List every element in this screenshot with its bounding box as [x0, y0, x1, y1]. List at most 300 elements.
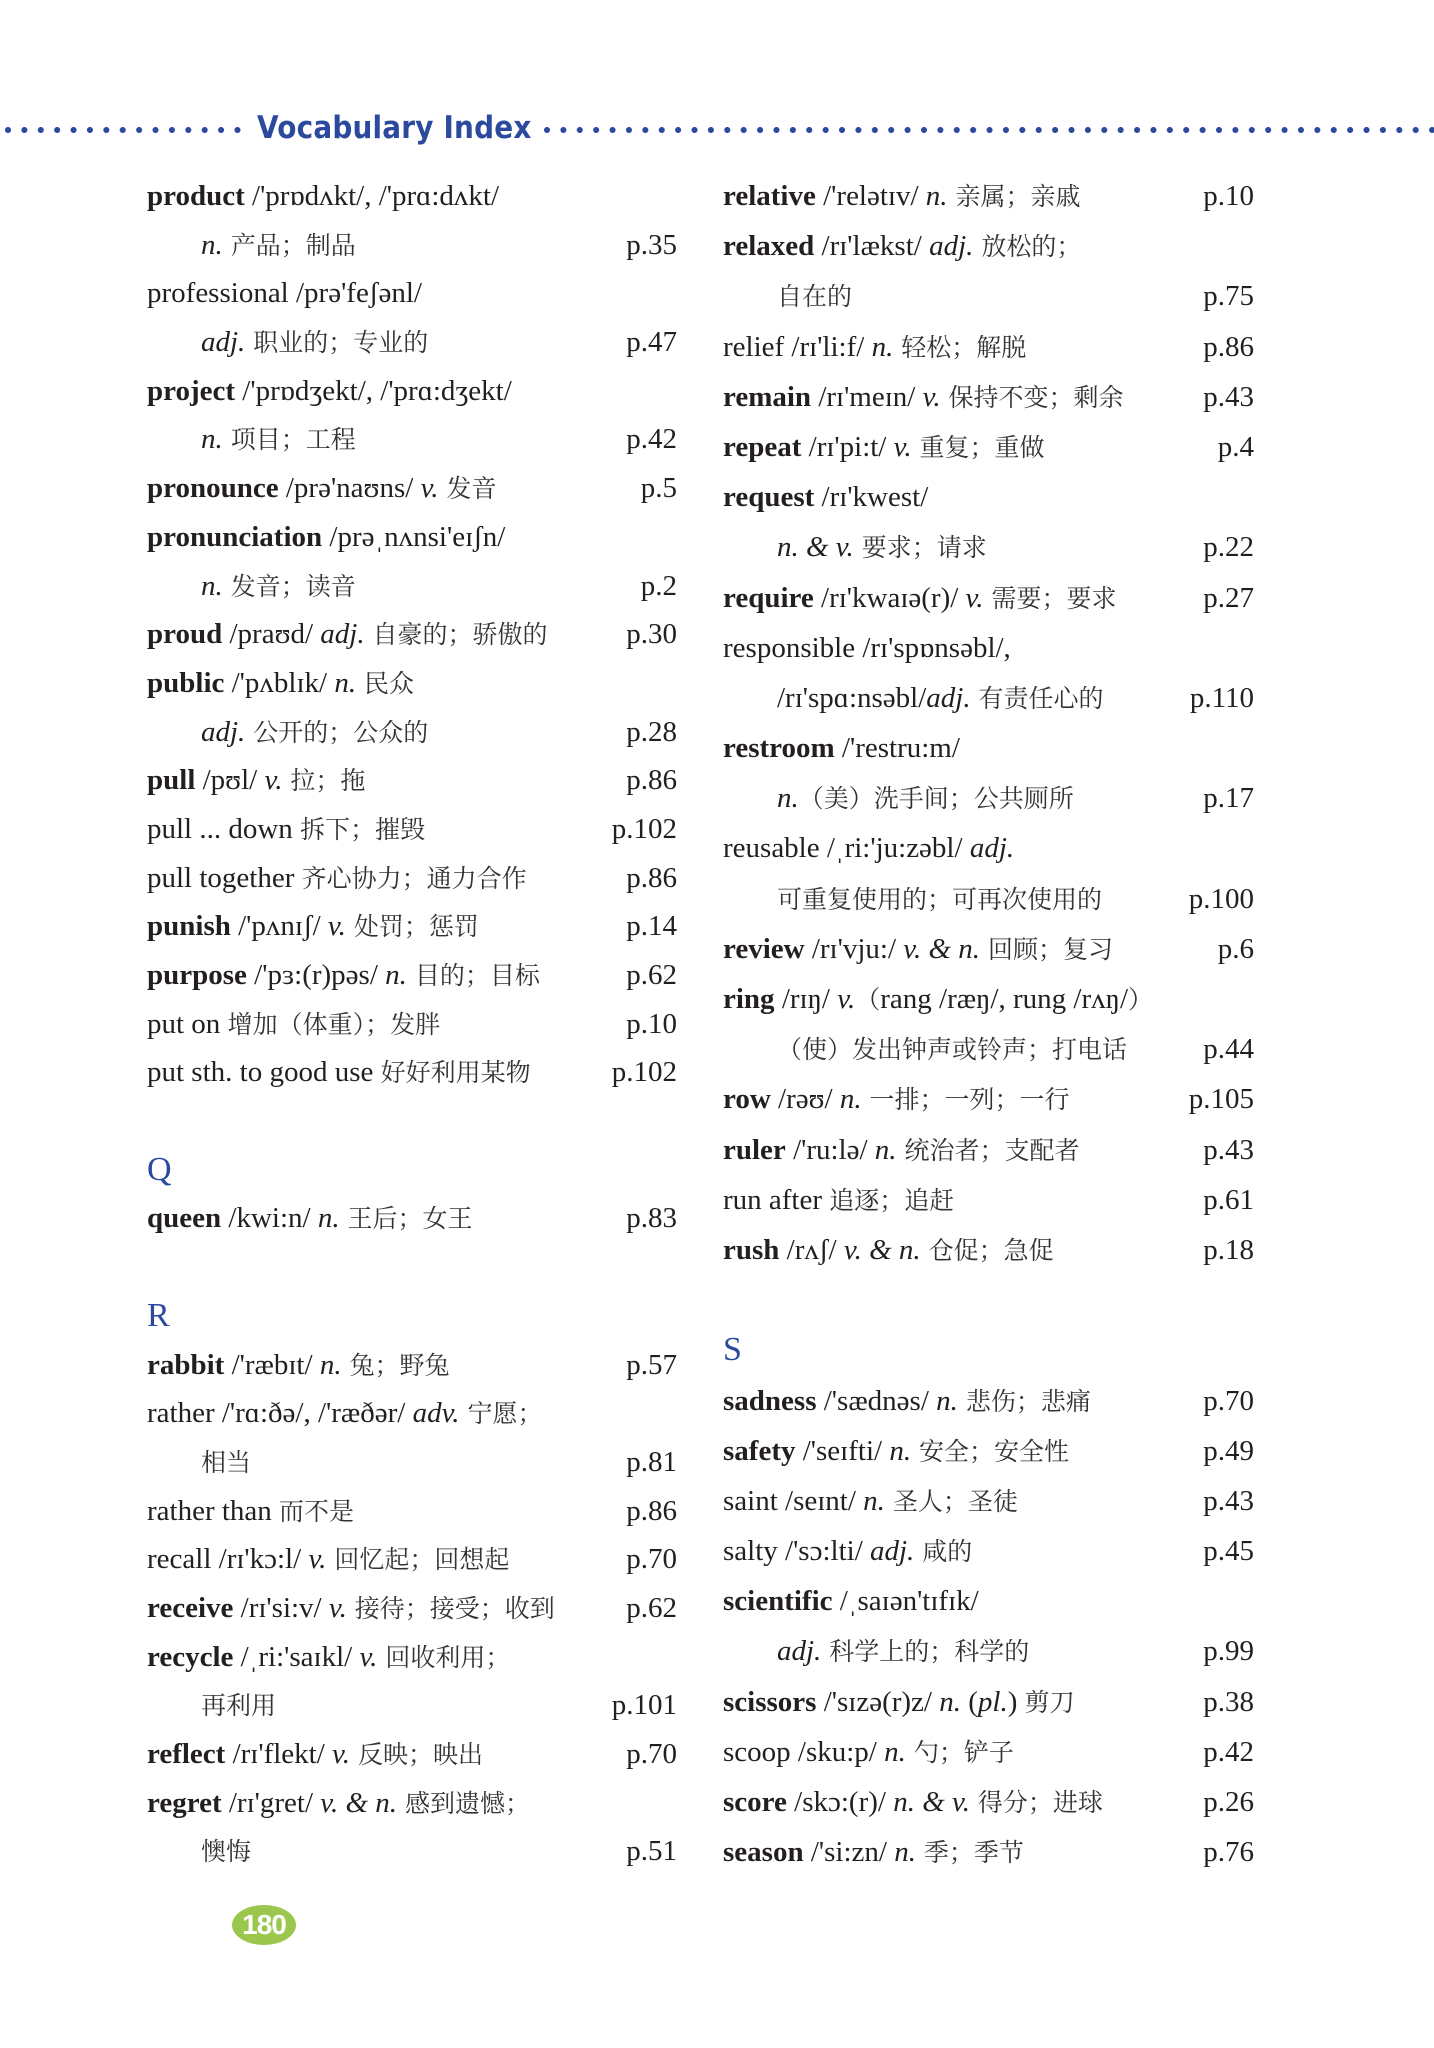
entry-text [723, 1175, 954, 1226]
pronunciation-text: professional /prə'feʃənl/ [147, 277, 422, 310]
entry-text [723, 1376, 1091, 1427]
headword: scissors [723, 1685, 817, 1718]
pronunciation-text: /ˌri:'saɪkl/ [233, 1640, 360, 1673]
entry-text [147, 854, 527, 904]
definition: 保持不变；剩余 [940, 382, 1124, 412]
entry-text [147, 367, 512, 416]
entry-line [723, 1376, 1254, 1426]
page-reference: p.22 [1203, 531, 1254, 564]
part-of-speech: adv. [412, 1397, 460, 1430]
headword: sadness [723, 1384, 817, 1417]
entry-text [147, 1389, 543, 1439]
blank-spacer [147, 1097, 677, 1146]
page-reference: p.28 [626, 715, 677, 748]
entry-line [723, 1225, 1254, 1275]
entry-text [147, 708, 428, 758]
entry-continuation-line [723, 271, 1254, 321]
entry-line [147, 1633, 677, 1682]
page-reference: p.30 [626, 618, 677, 651]
page-reference: p.76 [1203, 1836, 1254, 1869]
page-reference: p.35 [626, 228, 677, 261]
definition: 职业的；专业的 [245, 328, 429, 358]
entry-continuation-line [723, 522, 1254, 572]
entry-text [723, 623, 1011, 673]
entry-continuation-line [723, 673, 1254, 723]
entry-text [723, 522, 987, 573]
part-of-speech: adj. [969, 832, 1015, 865]
entry-text [147, 1438, 251, 1488]
entry-text [147, 513, 505, 562]
page-reference: p.38 [1203, 1685, 1254, 1718]
pronunciation-text: /'prɒdʌkt/, /'prɑ:dʌkt/ [244, 180, 500, 212]
definition: 产品；制品 [222, 230, 356, 260]
entry-continuation-line [723, 1626, 1254, 1676]
headword: remain [723, 380, 812, 413]
part-of-speech: n. [201, 228, 223, 261]
entry-text [723, 472, 928, 522]
entry-text [723, 823, 1014, 873]
headword: punish [147, 910, 231, 943]
part-of-speech: n. [874, 1133, 897, 1166]
definition: 回收利用； [377, 1642, 511, 1672]
entry-text [723, 874, 1102, 925]
headword: purpose [147, 959, 247, 991]
definition: 拉；拖 [282, 766, 366, 796]
definition: 季；季节 [915, 1838, 1024, 1868]
definition: 感到遗憾； [397, 1788, 530, 1818]
part-of-speech: v. [359, 1640, 378, 1673]
page-reference: p.75 [1203, 280, 1254, 313]
part-of-speech: v. [264, 764, 283, 797]
entry-line [147, 1000, 677, 1049]
entry-continuation-line [147, 562, 677, 611]
pronunciation-text: /prəˌnʌnsi'eɪʃn/ [322, 520, 506, 553]
entry-text [147, 1584, 555, 1634]
entry-text [147, 221, 356, 271]
pronunciation-text: /rɪŋ/ [774, 983, 838, 1015]
entry-text [723, 1074, 1070, 1125]
pronunciation-text: /ˌsaɪən'tɪfɪk/ [832, 1585, 979, 1618]
page-reference: p.100 [1188, 882, 1254, 915]
entry-line [723, 1526, 1254, 1576]
pronunciation-text: rang /ræŋ/, rung /rʌŋ/ [880, 983, 1129, 1015]
entry-continuation-line [147, 1438, 677, 1487]
entry-text [147, 1341, 450, 1391]
definition: （美）洗手间；公共厕所 [798, 784, 1074, 814]
headword: review [723, 932, 805, 965]
entry-line [147, 902, 677, 951]
entry-line [147, 1048, 677, 1097]
part-of-speech: n. [319, 1348, 342, 1381]
page-reference: p.43 [1203, 380, 1254, 413]
entry-text [147, 902, 479, 952]
entry-text [147, 1048, 531, 1098]
entry-continuation-line [723, 1024, 1254, 1074]
definition: 目的；目标 [406, 961, 540, 990]
page-reference: p.43 [1203, 1484, 1254, 1517]
entry-line [723, 974, 1254, 1024]
entry-line [147, 951, 677, 1000]
part-of-speech: v. [893, 430, 912, 463]
entry-text [147, 951, 540, 1001]
page-reference: p.45 [1203, 1535, 1254, 1568]
entry-text [723, 1727, 1014, 1778]
page-reference: p.27 [1203, 581, 1254, 614]
definition: 放松的； [973, 232, 1082, 262]
definition: ） [1128, 985, 1154, 1014]
section-header [0, 108, 1434, 152]
pronunciation-text: /rɪ'lækst/ [814, 230, 930, 263]
entry-line [723, 1175, 1254, 1225]
entry-text [147, 269, 422, 318]
page-reference: p.44 [1203, 1033, 1254, 1066]
definition: 公开的；公众的 [245, 717, 429, 747]
entry-text [147, 1779, 530, 1829]
part-of-speech: adj. [201, 715, 246, 748]
headword: rush [723, 1233, 780, 1266]
page-reference: p.5 [640, 472, 677, 505]
entry-line [147, 1535, 677, 1584]
entry-text [147, 415, 356, 465]
entry-line [723, 1677, 1254, 1727]
headword: product [147, 180, 245, 212]
definition: 科学上的；科学的 [821, 1637, 1030, 1667]
pronunciation-text: /prə'naʊns/ [278, 472, 421, 505]
page-reference: p.47 [626, 326, 677, 359]
headword: safety [723, 1434, 796, 1467]
entry-text [723, 1827, 1024, 1878]
part-of-speech: n. [936, 1384, 958, 1417]
pronunciation-text: /'si:zn/ [803, 1836, 895, 1869]
pronunciation-text: /praʊd/ [222, 618, 321, 651]
part-of-speech: adj. [201, 326, 246, 359]
page-number-badge: 180 [232, 1905, 296, 1945]
part-of-speech: n. [839, 1083, 862, 1116]
part-of-speech: n. & v. [777, 531, 854, 564]
headword: pronunciation [147, 520, 323, 553]
page-reference: p.62 [626, 959, 677, 991]
entry-line [147, 513, 677, 562]
entry-text [147, 172, 499, 221]
pronunciation-text: /'seɪfti/ [795, 1434, 890, 1467]
entry-continuation-line [147, 1827, 677, 1876]
page-reference: p.61 [1203, 1183, 1254, 1216]
part-of-speech: n. [894, 1836, 916, 1869]
part-of-speech: n. [201, 423, 223, 456]
definition: 回忆起；回想起 [326, 1545, 510, 1575]
entry-line [723, 573, 1254, 623]
pronunciation-text: put sth. to good use [147, 1056, 381, 1089]
entry-text [723, 974, 1153, 1025]
definition: 仓促；急促 [920, 1235, 1054, 1265]
page-reference: p.42 [1203, 1735, 1254, 1768]
part-of-speech: v. & n. [903, 932, 981, 965]
pronunciation-text: /rɪ'kwaɪə(r)/ [813, 581, 966, 614]
pronunciation-text: /rɪ'si:v/ [233, 1591, 329, 1624]
part-of-speech: n. [317, 1202, 340, 1235]
entry-line [147, 659, 677, 708]
pronunciation-text: run after [723, 1183, 830, 1216]
entry-text [147, 318, 428, 368]
headword: relaxed [723, 230, 815, 263]
entry-line [723, 1074, 1254, 1124]
headword: require [723, 581, 814, 614]
page-reference: p.86 [626, 1494, 677, 1527]
pronunciation-text: /'ru:lə/ [785, 1133, 875, 1166]
definition: 安全；安全性 [911, 1436, 1070, 1466]
headword: public [147, 666, 225, 699]
part-of-speech: n. [777, 782, 799, 815]
definition: 兔；野兔 [341, 1350, 450, 1380]
entry-text [723, 723, 960, 773]
page-reference: p.10 [626, 1007, 677, 1040]
pronunciation-text: /'pʌnɪʃ/ [230, 910, 328, 943]
entry-continuation-line [723, 874, 1254, 924]
part-of-speech: n. [863, 1484, 885, 1517]
entry-line [723, 723, 1254, 773]
pronunciation-text: put on [147, 1007, 228, 1040]
page-reference: p.110 [1189, 681, 1254, 714]
definition: 拆下；摧毁 [300, 814, 426, 844]
definition: 剪刀 [1024, 1687, 1075, 1717]
definition: 重复；重做 [911, 432, 1045, 462]
part-of-speech: n. [889, 1434, 912, 1467]
definition: 反映；映出 [350, 1740, 483, 1769]
headword: pull [147, 764, 196, 797]
page-reference: p.2 [640, 569, 677, 602]
part-of-speech: v. [308, 1543, 327, 1576]
entry-text [723, 773, 1074, 824]
headword: scientific [723, 1585, 833, 1618]
section-letter [723, 1325, 1254, 1375]
entry-line [723, 1777, 1254, 1827]
part-of-speech: v. [965, 581, 984, 614]
page-reference: p.83 [626, 1202, 677, 1235]
entry-line [147, 367, 677, 416]
part-of-speech: v. & n. [843, 1233, 921, 1266]
entry-text [723, 924, 1113, 975]
entry-continuation-line [147, 708, 677, 757]
dotted-rule-right [544, 127, 1434, 133]
entry-continuation-line [147, 221, 677, 270]
entry-line [147, 269, 677, 318]
entry-line [723, 823, 1254, 873]
headword: ruler [723, 1133, 786, 1166]
entry-line [147, 854, 677, 903]
pronunciation-text: /rɪ'pi:t/ [801, 430, 894, 463]
dotted-rule-left [5, 127, 241, 133]
definition: 发音；读音 [222, 571, 356, 601]
definition: 好好利用某物 [380, 1058, 531, 1088]
entry-text [147, 1000, 440, 1050]
entry-text [723, 322, 1026, 373]
entry-text [147, 1730, 483, 1780]
entry-text [723, 1626, 1029, 1677]
entry-continuation-line [723, 773, 1254, 823]
page-reference: p.81 [626, 1445, 677, 1478]
page-reference: p.14 [626, 910, 677, 943]
pronunciation-text: scoop /sku:p/ [723, 1735, 885, 1768]
entry-text [147, 659, 414, 709]
page-reference: p.102 [611, 1056, 677, 1089]
pronunciation-text: pull ... down [147, 812, 301, 845]
entry-text [723, 1476, 1018, 1527]
entry-line [723, 924, 1254, 974]
headword: receive [147, 1591, 234, 1624]
pronunciation-text: /'sɪzə(r)z/ [816, 1685, 940, 1718]
section-letter-text: Q [147, 1150, 172, 1188]
definition: 民众 [356, 668, 415, 698]
pronunciation-text: /rʌʃ/ [779, 1233, 844, 1266]
headword: score [723, 1786, 787, 1818]
pronunciation-text: relief /rɪ'li:f/ [723, 330, 872, 363]
entry-line [723, 372, 1254, 422]
page-reference: p.17 [1203, 782, 1254, 815]
entry-line [147, 805, 677, 854]
entry-text [723, 1576, 979, 1626]
entry-line [723, 1476, 1254, 1526]
part-of-speech: n. [925, 180, 948, 212]
pronunciation-text: /'prɒdʒekt/, /'prɑ:dʒekt/ [235, 374, 512, 407]
headword: request [723, 481, 815, 514]
pronunciation-text: /rɪ'flekt/ [225, 1738, 333, 1770]
pronunciation-text: /kwi:n/ [221, 1202, 318, 1235]
section-letter [147, 1146, 677, 1195]
page-reference: p.86 [626, 764, 677, 797]
part-of-speech: n. [939, 1685, 961, 1718]
part-of-speech: n. [385, 959, 407, 991]
pronunciation-text: /'sædnəs/ [816, 1384, 937, 1417]
pronunciation-text: /rəʊ/ [770, 1083, 840, 1116]
definition: 统治者；支配者 [896, 1135, 1080, 1165]
headword: regret [147, 1786, 222, 1819]
headword: recycle [147, 1640, 234, 1673]
headword: ring [723, 983, 775, 1015]
headword: row [723, 1083, 771, 1116]
entry-continuation-line [147, 415, 677, 464]
definition: （ [855, 985, 881, 1014]
page-reference: p.102 [611, 812, 677, 845]
entry-line [723, 221, 1254, 271]
page-reference: p.4 [1217, 430, 1254, 463]
page-reference: p.49 [1203, 1434, 1254, 1467]
entry-line [723, 1576, 1254, 1626]
definition: 一排；一列；一行 [861, 1085, 1070, 1115]
pronunciation-text: /'relətɪv/ [815, 180, 926, 212]
pronunciation-text: /skɔ:(r)/ [786, 1786, 894, 1818]
definition: 可重复使用的；可再次使用的 [777, 884, 1103, 914]
definition: 懊悔 [201, 1837, 252, 1867]
page-reference: p.42 [626, 423, 677, 456]
entry-text [723, 271, 852, 322]
entry-text [723, 1426, 1069, 1477]
definition: 圣人；圣徒 [884, 1486, 1018, 1516]
pronunciation-text: /rɪ'spɑ:nsəbl/ [777, 681, 927, 714]
definition: 勺；铲子 [905, 1737, 1014, 1767]
part-of-speech: adj. [777, 1635, 822, 1668]
headword: project [147, 374, 236, 407]
entry-text [147, 1681, 276, 1731]
headword: pronounce [147, 472, 279, 505]
part-of-speech: adj. [870, 1535, 915, 1568]
page-reference: p.62 [626, 1591, 677, 1624]
headword: rabbit [147, 1348, 225, 1381]
entry-text [147, 805, 425, 855]
entry-text [723, 573, 1116, 624]
entry-text [723, 1125, 1080, 1176]
definition: 有责任心的 [970, 683, 1104, 713]
part-of-speech: pl. [977, 1685, 1008, 1718]
entry-line [147, 610, 677, 659]
definition: 悲伤；悲痛 [957, 1386, 1091, 1416]
page-reference: p.10 [1203, 180, 1254, 212]
part-of-speech: n. [334, 666, 357, 699]
entry-line [723, 472, 1254, 522]
page-reference: p.70 [1203, 1384, 1254, 1417]
part-of-speech: n. [201, 569, 223, 602]
entry-text [147, 1194, 473, 1244]
part-of-speech: v. [837, 983, 856, 1015]
part-of-speech: n. [884, 1735, 906, 1768]
entry-line [723, 171, 1254, 221]
entry-line [723, 322, 1254, 372]
page-reference: p.26 [1203, 1786, 1254, 1818]
entry-continuation-line [147, 1681, 677, 1730]
entry-text [147, 1827, 251, 1877]
page-reference: p.99 [1203, 1635, 1254, 1668]
pronunciation-text: /'ræbɪt/ [224, 1348, 320, 1381]
page-title: Vocabulary Index [257, 110, 532, 146]
part-of-speech: v. [328, 1591, 347, 1624]
entry-line [723, 1727, 1254, 1777]
pronunciation-text: /rɪ'kwest/ [814, 481, 929, 514]
section-letter-text: S [723, 1331, 742, 1369]
entry-line [147, 1194, 677, 1243]
entry-text [723, 1024, 1127, 1075]
page-reference: p.101 [611, 1689, 677, 1722]
entry-line [723, 1827, 1254, 1877]
part-of-speech: v. [332, 1738, 351, 1770]
part-of-speech: adj. [926, 681, 971, 714]
vocabulary-column-right [723, 171, 1254, 1877]
pronunciation-text: ( [960, 1685, 978, 1718]
page-reference: p.51 [626, 1835, 677, 1868]
entry-text [723, 673, 1104, 724]
entry-line [147, 172, 677, 221]
entry-text [723, 372, 1124, 423]
part-of-speech: n. [871, 330, 894, 363]
pronunciation-text: responsible /rɪ'spɒnsəbl/, [723, 631, 1011, 664]
entry-text [723, 1677, 1075, 1728]
vocabulary-column-left [147, 172, 677, 1876]
entry-continuation-line [147, 318, 677, 367]
headword: season [723, 1836, 804, 1869]
entry-line [147, 1584, 677, 1633]
definition: 轻松；解脱 [893, 332, 1027, 362]
headword: restroom [723, 732, 835, 765]
page-reference: p.105 [1188, 1083, 1254, 1116]
headword: queen [147, 1202, 222, 1235]
page-reference: p.6 [1217, 932, 1254, 965]
section-letter-text: R [147, 1296, 170, 1334]
entry-line [147, 1730, 677, 1779]
pronunciation-text: /'restru:m/ [834, 732, 960, 765]
entry-text [723, 171, 1081, 222]
entry-line [723, 1125, 1254, 1175]
page-reference: p.70 [626, 1738, 677, 1770]
entry-text [147, 562, 356, 612]
definition: 处罚；惩罚 [345, 912, 479, 942]
